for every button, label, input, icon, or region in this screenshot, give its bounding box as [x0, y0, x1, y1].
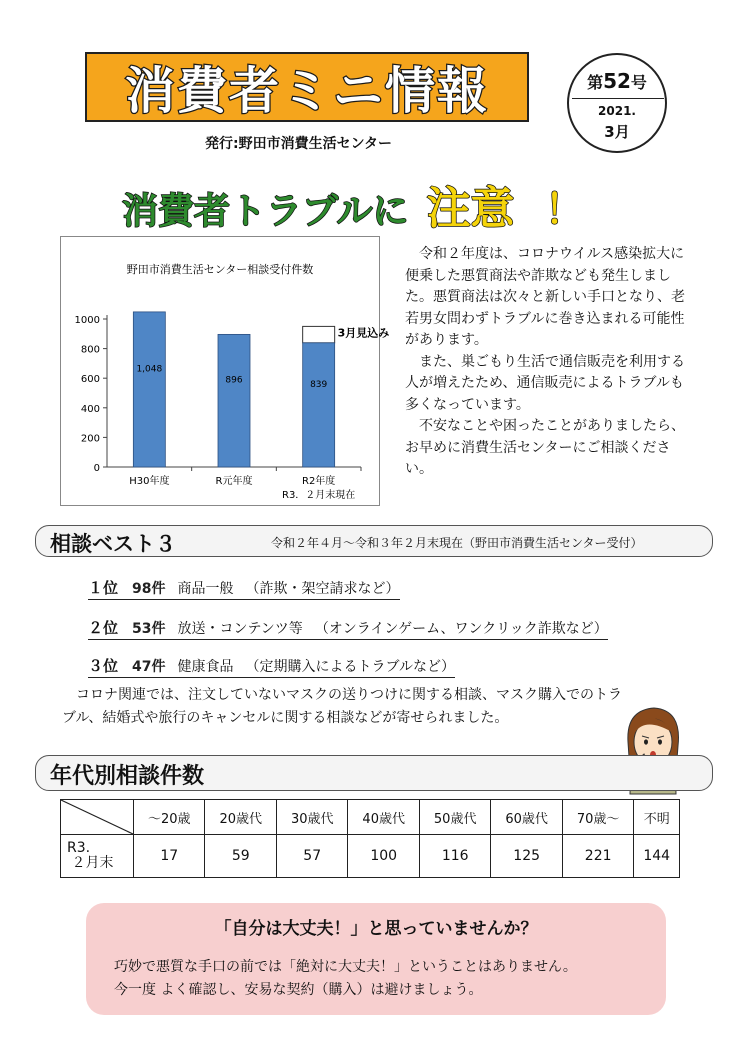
best3-title: 相談ベスト３	[50, 532, 176, 556]
rank-count: 53件	[132, 621, 166, 637]
projection-label: 3月見込み	[337, 326, 390, 340]
callout-line-1: 巧妙で悪質な手口の前では「絶対に大丈夫！」ということはありません。	[114, 959, 577, 975]
age-header-cell: 30歳代	[276, 800, 347, 835]
row-label	[61, 835, 134, 878]
data-label: 896	[225, 375, 243, 386]
rank-category: 健康食品	[177, 659, 234, 675]
age-value-cell: 17	[134, 835, 205, 878]
rank-category: 商品一般	[177, 581, 234, 597]
intro-paragraph-1: 令和２年度は、コロナウイルス感染拡大に便乗した悪質商法や詐欺なども発生しました。悪質商法は次々と新しい手口となり、老若男女問わずトラブルに巻き込まれる可能性があります。	[405, 246, 685, 348]
rank-category: 放送・コンテンツ等	[177, 621, 303, 637]
age-header-cell: 50歳代	[419, 800, 490, 835]
age-title: 年代別相談件数	[50, 764, 205, 789]
y-tick-label: 400	[80, 403, 100, 415]
row-label-line-1: R3.	[67, 840, 91, 856]
age-header-cell: 60歳代	[491, 800, 562, 835]
best3-period: 令和２年４月～令和３年２月末現在（野田市消費生活センター受付）	[271, 536, 643, 550]
age-header-cell: 40歳代	[348, 800, 419, 835]
headline-emphasis: 注意	[426, 183, 515, 234]
rank-position: ３位	[88, 657, 119, 675]
rank-item-3	[88, 655, 455, 678]
age-table	[60, 799, 680, 878]
age-header-cell: ～20歳	[134, 800, 205, 835]
table-row	[61, 835, 680, 878]
rank-item-2	[88, 617, 608, 640]
masthead-title: 消費者ミニ情報	[125, 62, 489, 120]
bar	[218, 334, 250, 467]
issue-prefix: 第	[587, 73, 604, 92]
issue-number-value: 52	[603, 69, 631, 93]
data-label: 1,048	[136, 364, 163, 375]
age-header-cell: 不明	[634, 800, 680, 835]
x-tick-label: H30年度	[129, 476, 170, 487]
projection-bar	[303, 326, 335, 342]
age-value-cell: 57	[276, 835, 347, 878]
rank-position: ２位	[88, 619, 119, 637]
age-value-cell: 221	[562, 835, 633, 878]
age-header-cell: 20歳代	[205, 800, 276, 835]
age-header	[35, 755, 713, 791]
row-label-line-2: ２月末	[71, 855, 114, 871]
masthead-banner	[85, 52, 529, 122]
chart-title: 野田市消費生活センター相談受付件数	[126, 263, 314, 276]
intro-paragraph-2: また、巣ごもり生活で通信販売を利用する人が増えたため、通信販売によるトラブルも多くなっています。	[405, 353, 685, 413]
y-tick-label: 800	[80, 344, 100, 356]
age-value-cell: 144	[634, 835, 680, 878]
table-corner	[61, 800, 134, 835]
rank-count: 47件	[132, 659, 166, 675]
intro-text	[405, 244, 695, 481]
x-tick-label: R2年度	[302, 476, 336, 487]
rank-item-1	[88, 577, 400, 600]
chart-svg	[61, 237, 390, 505]
headline-main: 消費者トラブルに	[122, 191, 409, 232]
covid-note: コロナ関連では、注文していないマスクの送りつけに関する相談、マスク購入でのトラブル、結婚式や旅行のキャンセルに関する相談などが寄せられました。	[62, 687, 622, 726]
rank-detail: （定期購入によるトラブルなど）	[245, 659, 455, 675]
data-label: 839	[310, 379, 328, 390]
bar	[133, 312, 165, 467]
y-tick-label: 0	[93, 463, 100, 474]
best3-header	[35, 525, 713, 557]
callout-line-2: 今一度 よく確認し、安易な契約（購入）は避けましょう。	[114, 982, 483, 998]
age-header-cell: 70歳～	[562, 800, 633, 835]
intro-paragraph-3: 不安なことや困ったことがありましたら、お早めに消費生活センターにご相談ください。	[405, 418, 685, 477]
callout-body	[114, 956, 654, 1002]
issue-month: 3月	[604, 123, 630, 141]
age-value-cell: 59	[205, 835, 276, 878]
rank-detail: （オンラインゲーム、ワンクリック詐欺など）	[314, 621, 608, 637]
warning-callout	[86, 903, 666, 1015]
table-header-row	[61, 800, 680, 835]
x-tick-sublabel: R3．２月末現在	[282, 490, 356, 501]
consultation-chart	[60, 236, 390, 506]
issue-suffix: 号	[630, 73, 647, 92]
rank-position: １位	[88, 579, 119, 597]
issue-number	[569, 69, 665, 93]
publisher: 発行:野田市消費生活センター	[205, 136, 393, 152]
rank-detail: （詐欺・架空請求など）	[245, 581, 400, 597]
rank-count: 98件	[132, 581, 166, 597]
headline-exclamation: ！	[544, 187, 585, 233]
bar	[303, 343, 335, 467]
y-tick-label: 200	[80, 433, 100, 445]
age-value-cell: 116	[419, 835, 490, 878]
age-value-cell: 100	[348, 835, 419, 878]
callout-heading: 「自分は大丈夫！」と思っていませんか？	[214, 919, 538, 939]
headline	[122, 172, 585, 236]
y-tick-label: 1000	[74, 315, 100, 326]
diagonal-line	[61, 800, 133, 834]
issue-divider	[572, 98, 664, 99]
x-tick-label: R元年度	[215, 476, 253, 487]
issue-badge	[567, 53, 667, 153]
age-value-cell: 125	[491, 835, 562, 878]
y-tick-label: 600	[80, 374, 100, 386]
issue-year: 2021.	[598, 104, 636, 118]
